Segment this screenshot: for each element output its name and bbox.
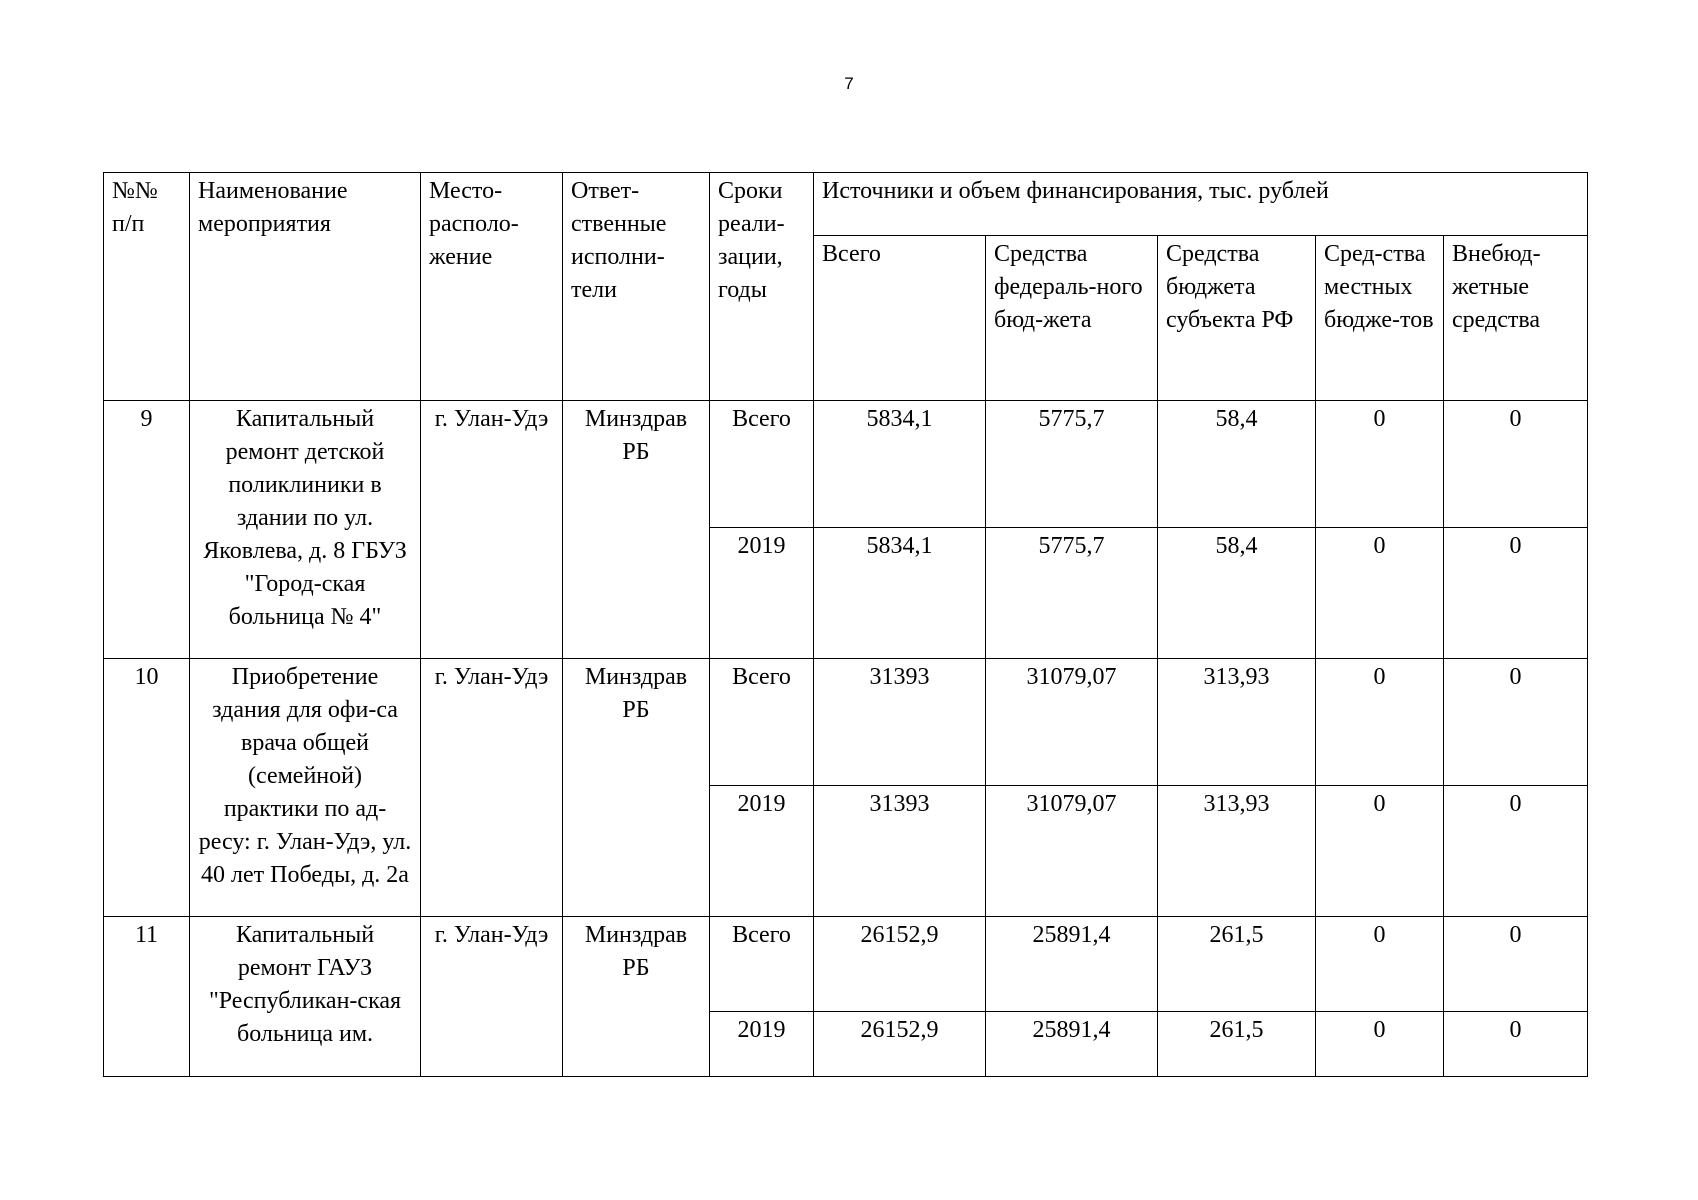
header-name: Наименование мероприятия <box>190 173 421 401</box>
row-total: 5834,1 <box>814 528 986 659</box>
row-total: 26152,9 <box>814 1012 986 1077</box>
row-federal: 5775,7 <box>986 401 1158 528</box>
row-extra: 0 <box>1444 659 1588 786</box>
row-executor: Минздрав РБ <box>563 401 710 659</box>
header-financing: Источники и объем финансирования, тыс. рублей <box>814 173 1588 236</box>
header-local: Сред-ства местных бюдже-тов <box>1316 236 1444 401</box>
row-regional: 58,4 <box>1158 401 1316 528</box>
row-regional: 261,5 <box>1158 1012 1316 1077</box>
row-total: 26152,9 <box>814 917 986 1012</box>
table-row <box>104 917 1588 1012</box>
header-extra: Внебюд-жетные средства <box>1444 236 1588 401</box>
row-total: 31393 <box>814 659 986 786</box>
header-row-1 <box>104 173 1588 236</box>
header-federal: Средства федераль-ного бюд-жета <box>986 236 1158 401</box>
row-total: 31393 <box>814 786 986 917</box>
row-location: г. Улан-Удэ <box>421 401 563 659</box>
row-name: Капитальный ремонт ГАУЗ "Республикан-ская больница им. <box>190 917 421 1077</box>
header-location: Место-располо-жение <box>421 173 563 401</box>
row-federal: 5775,7 <box>986 528 1158 659</box>
row-regional: 261,5 <box>1158 917 1316 1012</box>
row-local: 0 <box>1316 528 1444 659</box>
row-extra: 0 <box>1444 528 1588 659</box>
row-term: 2019 <box>710 1012 814 1077</box>
table-row <box>104 401 1588 528</box>
row-name: Капитальный ремонт детской поликлиники в здании по ул. Яковлева, д. 8 ГБУЗ "Город-ская больница № 4" <box>190 401 421 659</box>
row-name: Приобретение здания для офи-са врача общей (семейной) практики по ад-ресу: г. Улан-Удэ, ул. 40 лет Победы, д. 2а <box>190 659 421 917</box>
row-executor: Минздрав РБ <box>563 917 710 1077</box>
row-num: 10 <box>104 659 190 917</box>
row-term: Всего <box>710 659 814 786</box>
row-term: 2019 <box>710 786 814 917</box>
row-extra: 0 <box>1444 1012 1588 1077</box>
row-local: 0 <box>1316 1012 1444 1077</box>
row-regional: 58,4 <box>1158 528 1316 659</box>
header-executors: Ответ-ственные исполни-тели <box>563 173 710 401</box>
row-local: 0 <box>1316 659 1444 786</box>
page-number: 7 <box>844 74 854 93</box>
row-term: 2019 <box>710 528 814 659</box>
row-local: 0 <box>1316 917 1444 1012</box>
row-federal: 31079,07 <box>986 659 1158 786</box>
header-total: Всего <box>814 236 986 401</box>
financing-table <box>103 172 1588 1077</box>
header-num: №№ п/п <box>104 173 190 401</box>
header-terms: Сроки реали-зации, годы <box>710 173 814 401</box>
row-extra: 0 <box>1444 401 1588 528</box>
table-row <box>104 659 1588 786</box>
row-term: Всего <box>710 401 814 528</box>
row-executor: Минздрав РБ <box>563 659 710 917</box>
row-location: г. Улан-Удэ <box>421 917 563 1077</box>
row-extra: 0 <box>1444 917 1588 1012</box>
row-local: 0 <box>1316 786 1444 917</box>
row-local: 0 <box>1316 401 1444 528</box>
header-regional: Средства бюджета субъекта РФ <box>1158 236 1316 401</box>
row-federal: 25891,4 <box>986 1012 1158 1077</box>
row-total: 5834,1 <box>814 401 986 528</box>
row-regional: 313,93 <box>1158 786 1316 917</box>
row-term: Всего <box>710 917 814 1012</box>
row-num: 11 <box>104 917 190 1077</box>
row-federal: 25891,4 <box>986 917 1158 1012</box>
row-federal: 31079,07 <box>986 786 1158 917</box>
row-regional: 313,93 <box>1158 659 1316 786</box>
row-num: 9 <box>104 401 190 659</box>
row-extra: 0 <box>1444 786 1588 917</box>
row-location: г. Улан-Удэ <box>421 659 563 917</box>
